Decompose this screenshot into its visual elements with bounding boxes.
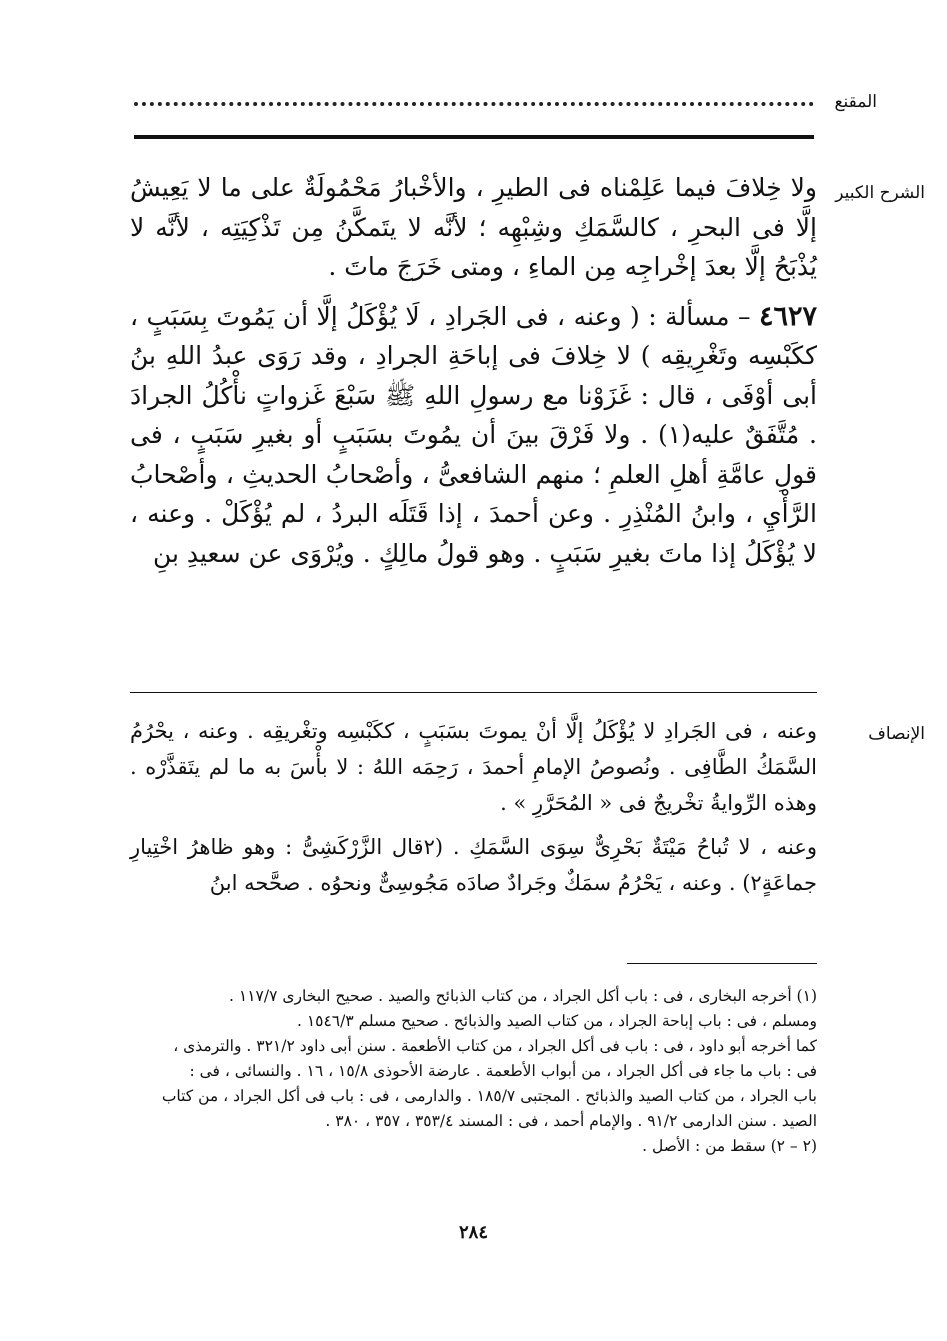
footnote-line: (٢ – ٢) سقط من : الأصل . <box>642 1137 817 1155</box>
footnote-line: باب الجراد ، من كتاب الصيد والذبائح . المجتبى ١٨٥/٧ . والدارمى ، فى : باب فى أكل الجراد ، من كتاب <box>161 1087 817 1105</box>
sharh-text-block <box>130 168 817 583</box>
sharh-paragraph: ولا خِلافَ فيما عَلِمْناه فى الطيرِ ، والأخْبارُ مَحْمُولَةٌ على ما لا يَعِيشُ إلَّا فى البحرِ ، كالسَّمَكِ وشِبْهِه ؛ لأنَّه لا يتَمكَّنُ مِن تَذْكِيَتِه ، لأنَّه لا يُذْبَحُ إلَّا بعدَ إخْراجِه مِن الماءِ ، ومتى خَرَجَ ماتَ . <box>130 173 817 281</box>
sharh-issue-paragraph <box>130 297 817 574</box>
insaf-section-label: الإنصاف <box>868 724 925 744</box>
running-header-title: المقنع <box>834 92 877 112</box>
header-rule <box>134 135 814 139</box>
footnote-line: ومسلم ، فى : باب إباحة الجراد ، من كتاب الصيد والذبائح . صحيح مسلم ١٥٤٦/٣ . <box>296 1012 817 1030</box>
footnote-line: كما أخرجه أبو داود ، فى : باب فى أكل الجراد ، من كتاب الأطعمة . سنن أبى داود ٣٢١/٢ . والترمذى ، <box>173 1037 817 1055</box>
footnotes <box>130 984 817 1159</box>
issue-number: ٤٦٢٧ <box>759 300 818 332</box>
page-number: ٢٨٤ <box>458 1222 488 1243</box>
footnote-line: (١) أخرجه البخارى ، فى : باب أكل الجراد ، من كتاب الذبائح والصيد . صحيح البخارى ١١٧/٧ . <box>229 987 817 1005</box>
insaf-paragraph: وعنه ، لا تُباحُ مَيْتَةٌ بَحْرِىٌّ سِوَى السَّمَكِ . (٢قال الزَّرْكَشِىُّ : وهو ظاهرُ اخْتِيارِ جماعَةٍ٢) . وعنه ، يَحْرُمُ سمَكٌ وجَرادٌ صادَه مَجُوسِىٌّ ونحوُه . صحَّحه ابنُ <box>130 835 817 895</box>
footnote-rule <box>627 963 817 964</box>
footnote-line: فى : باب ما جاء فى أكل الجراد ، من أبواب الأطعمة . عارضة الأحوذى ١٥/٨ ، ١٦ . والنسائى ، فى : <box>189 1062 817 1080</box>
footnote-line: الصيد . سنن الدارمى ٩١/٢ . والإمام أحمد ، فى : المسند ٣٥٣/٤ ، ٣٥٧ ، ٣٨٠ . <box>325 1112 817 1130</box>
section-divider <box>130 692 817 693</box>
sharh-section-label: الشرح الكبير <box>835 183 925 203</box>
issue-text: – مسألة : ( وعنه ، فى الجَرادِ ، لَا يُؤْكَلُ إلَّا أن يَمُوتَ بِسَبَبٍ ، ككَبْسِه وتَغْرِيقِه ) لا خِلافَ فى إباحَةِ الجرادِ ، وقد رَوَى عبدُ اللهِ بنُ أبى أوْفَى ، قال : غَزَوْنا مع رسولِ اللهِ ﷺ سَبْعَ غَزواتٍ نأْكُلُ الجرادَ . مُتَّفَقٌ عليه(١) . ولا فَرْقَ بينَ أن يمُوتَ بسَبَبٍ أو بغيرِ سَبَبٍ ، فى قولِ عامَّةِ أهلِ العلمِ ؛ منهم الشافعىُّ ، وأصْحابُ الحديثِ ، وأصْحابُ الرَّأْيِ ، وابنُ المُنْذِرِ . وعن أحمدَ ، إذا قَتَلَه البردُ ، لم يُؤْكَلْ . وعنه ، لا يُؤْكَلُ إذا ماتَ بغيرِ سَبَبٍ . وهو قولُ مالِكٍ . ويُرْوَى عن سعيدِ بنِ <box>130 301 818 568</box>
header-dotted-line <box>134 102 814 106</box>
insaf-text-block <box>130 713 817 909</box>
insaf-paragraph: وعنه ، فى الجَرادِ لا يُؤْكَلُ إلَّا أنْ يموتَ بسَبَبٍ ، ككَبْسِه وتغْريقِه . وعنه ، يحْرُمُ السَّمَكُ الطَّافِى . ونُصوصُ الإمامِ أحمدَ ، رَحِمَه اللهُ : لا بأْسَ به ما لم يتَقذَّرْه . وهذه الرِّوايةُ تخْريجٌ فى « المُحَرَّرِ » . <box>130 719 817 815</box>
